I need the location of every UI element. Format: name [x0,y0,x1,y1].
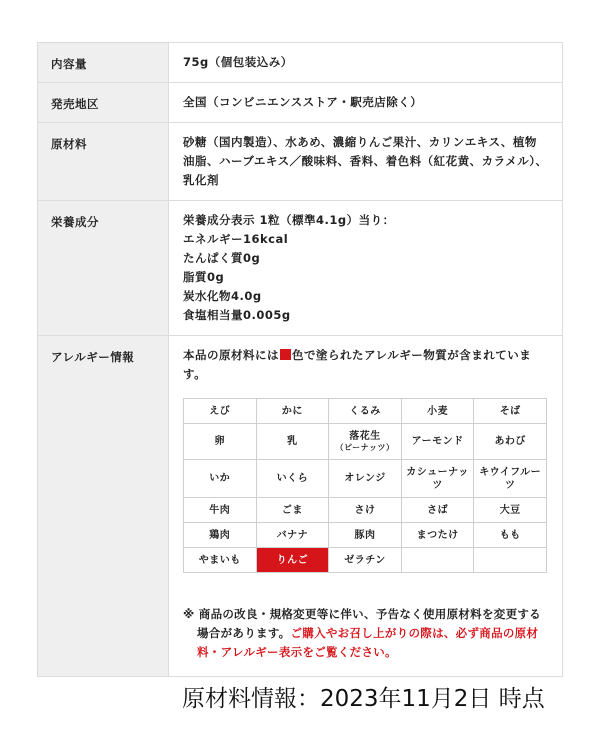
spec-row-nutrition [38,201,563,336]
spec-label-ingredients: 原材料 [38,123,169,201]
spec-value-region: 全国（コンビニエンスストア・駅売店除く） [169,83,563,123]
allergen-cell: 小麦 [401,399,474,424]
allergen-row [184,498,547,523]
nutrition-line: たんぱく質0g [183,251,261,265]
nutrition-line: エネルギー16kcal [183,232,289,246]
allergen-cell: あわび [474,424,547,460]
allergen-cell: そば [474,399,547,424]
red-square-icon [280,349,291,360]
allergen-row [184,548,547,573]
spec-row-region [38,83,563,123]
allergen-cell-highlighted: りんご [256,548,329,573]
allergen-row [184,399,547,424]
nutrition-line: 食塩相当量0.005g [183,308,291,322]
allergen-cell: やまいも [184,548,257,573]
allergen-cell: まつたけ [401,523,474,548]
allergen-cell: さけ [329,498,402,523]
allergen-cell: バナナ [256,523,329,548]
spec-row-ingredients [38,123,563,201]
allergen-cell: かに [256,399,329,424]
allergen-cell: さば [401,498,474,523]
spec-row-allergy [38,336,563,677]
allergen-cell: オレンジ [329,460,402,498]
allergen-cell: 乳 [256,424,329,460]
allergen-cell: キウイフルーツ [474,460,547,498]
allergen-cell: 牛肉 [184,498,257,523]
allergen-cell: ごま [256,498,329,523]
nutrition-line: 栄養成分表示 1粒（標準4.1g）当り： [183,213,395,227]
allergen-cell-peanut [329,424,402,460]
allergen-cell: くるみ [329,399,402,424]
spec-label-content: 内容量 [38,43,169,83]
allergen-cell: いくら [256,460,329,498]
ingredient-info-date: 原材料情報：2023年11月2日 時点 [182,686,545,712]
allergen-row [184,523,547,548]
spec-row-content [38,43,563,83]
allergen-cell: 鶏肉 [184,523,257,548]
allergy-intro-before: 本品の原材料には [183,348,279,362]
allergen-row [184,460,547,498]
spec-value-content: 75g（個包装込み） [169,43,563,83]
allergen-cell: カシューナッツ [401,460,474,498]
allergen-cell: ゼラチン [329,548,402,573]
nutrition-line: 脂質0g [183,270,225,284]
allergen-cell: いか [184,460,257,498]
nutrition-line: 炭水化物4.0g [183,289,262,303]
allergen-cell: 大豆 [474,498,547,523]
allergy-note-red: ご購入やお召し上がりの際は、必ず商品の原材料・アレルギー表示をご覧ください。 [197,626,539,659]
allergen-cell: もも [474,523,547,548]
spec-value-nutrition [169,201,563,336]
allergy-note-black: ※ 商品の改良・規格変更等に伴い、予告なく使用原材料を変更する場合があります。 [183,607,541,640]
allergen-cell: 豚肉 [329,523,402,548]
spec-label-region: 発売地区 [38,83,169,123]
allergen-row [184,424,547,460]
allergen-cell-empty [401,548,474,573]
spec-label-nutrition: 栄養成分 [38,201,169,336]
allergen-cell-empty [474,548,547,573]
allergy-note [183,605,548,662]
spec-value-allergy [169,336,563,677]
allergen-peanut-sub: （ピーナッツ） [335,443,395,452]
allergy-intro-after: 色で塗られたアレルギー物質が含まれています。 [183,348,532,381]
allergen-peanut-label: 落花生 [349,431,381,442]
allergy-intro [183,346,548,384]
allergen-cell: アーモンド [401,424,474,460]
allergen-cell: 卵 [184,424,257,460]
spec-label-allergy: アレルギー情報 [38,336,169,677]
allergen-table [183,398,547,573]
product-spec-table [37,42,563,677]
spec-value-ingredients: 砂糖（国内製造）、水あめ、濃縮りんご果汁、カリンエキス、植物油脂、ハーブエキス／酸味料、香料、着色料（紅花黄、カラメル）、乳化剤 [169,123,563,201]
allergen-cell: えび [184,399,257,424]
